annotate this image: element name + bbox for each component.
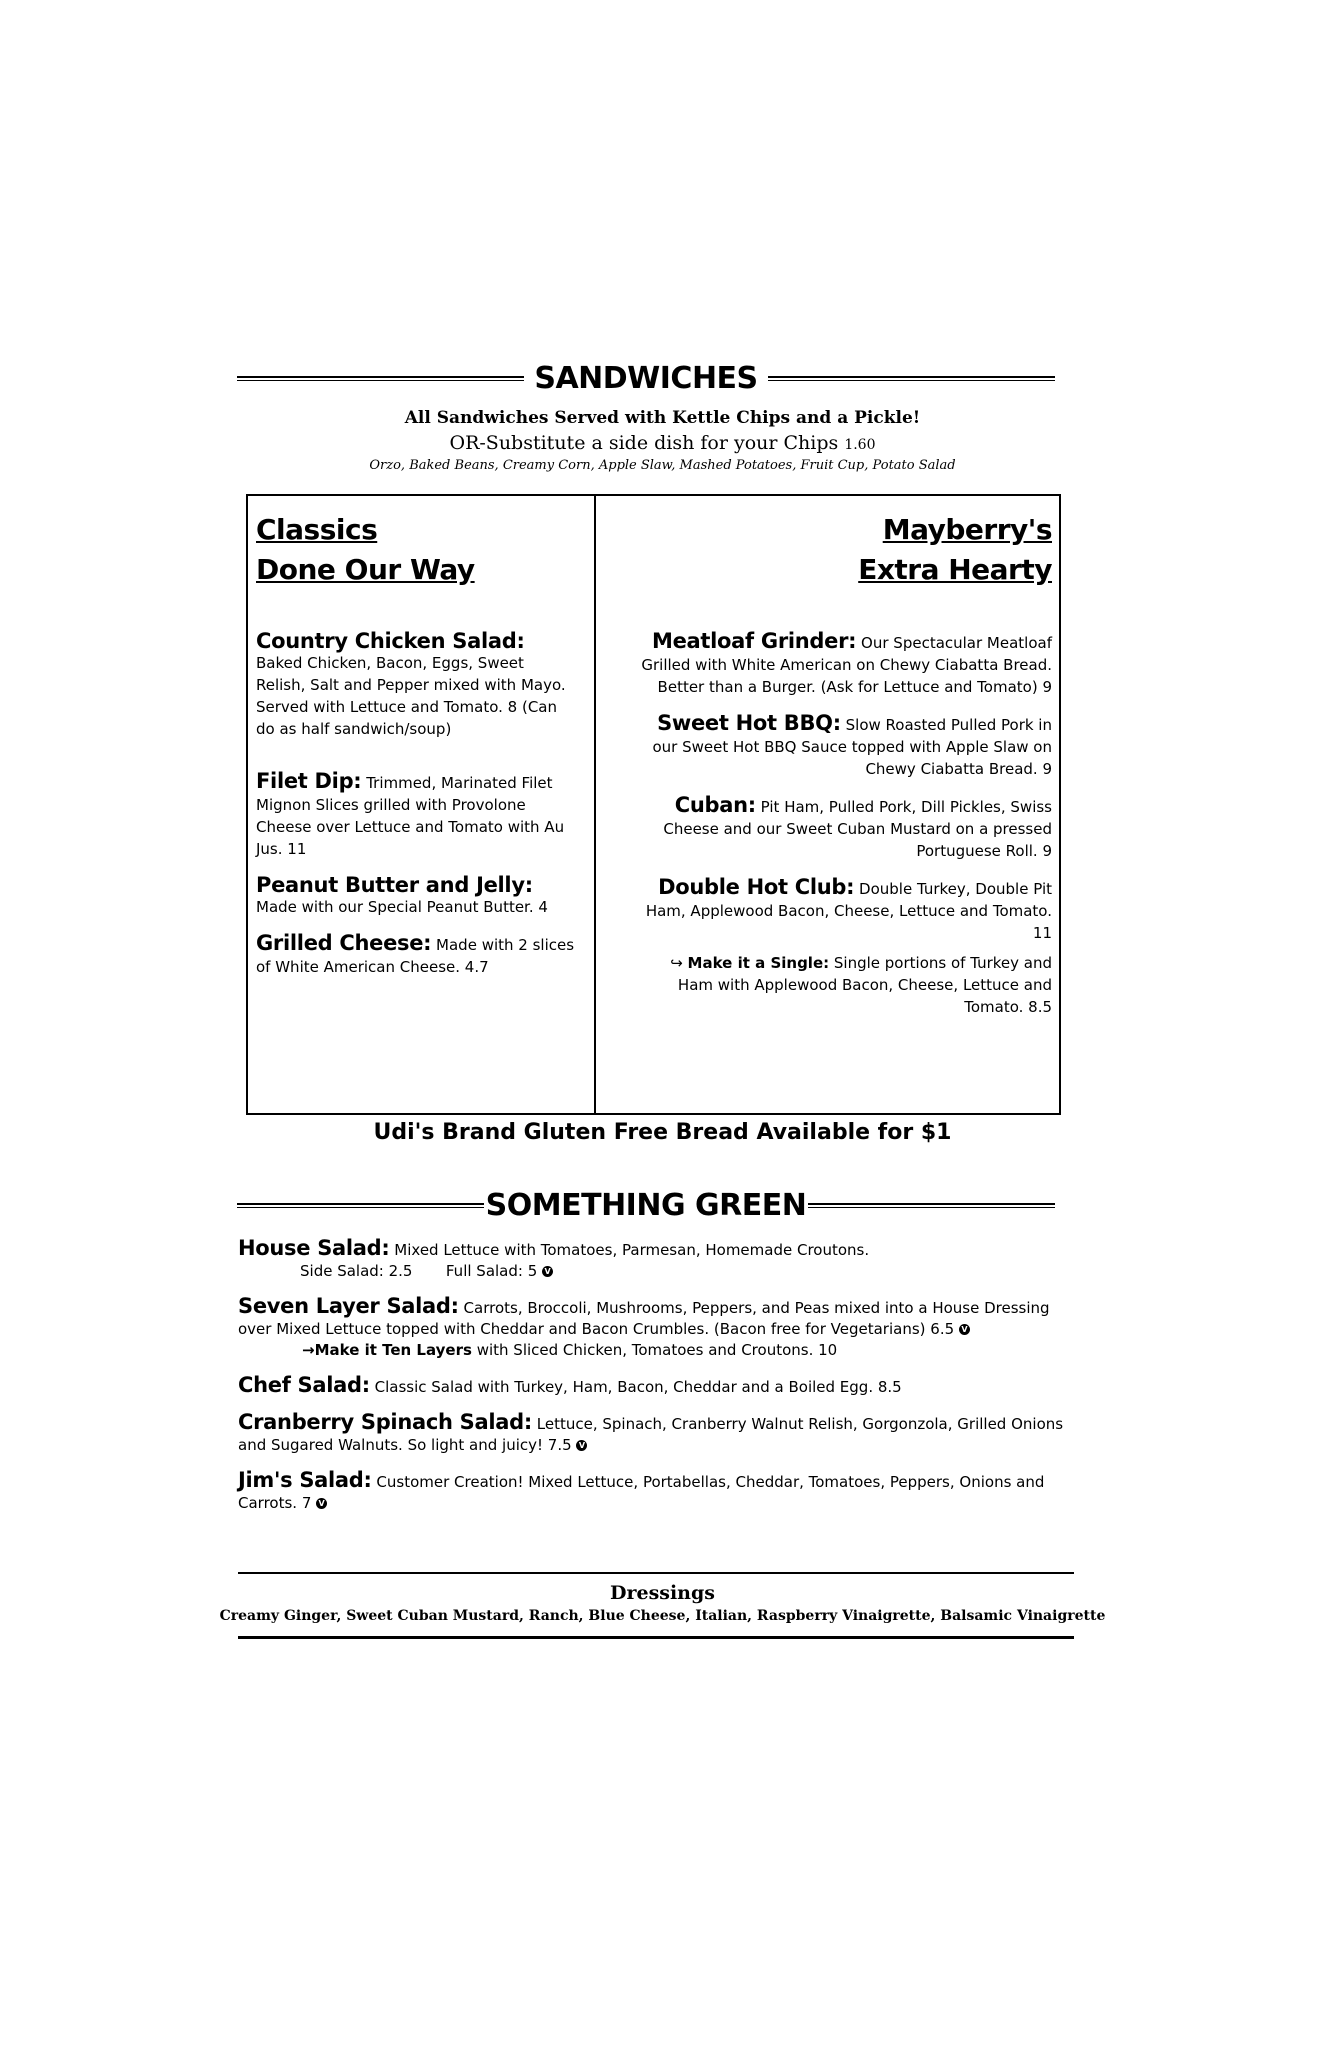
menu-item xyxy=(256,932,576,978)
sandwiches-header xyxy=(237,358,1055,398)
salad-name: House Salad: xyxy=(238,1236,390,1260)
salad-desc: Lettuce, Spinach, Cranberry Walnut Relish, Gorgonzola, Grilled Onions and Sugared Walnuts. So light and juicy! 7.5 xyxy=(238,1415,1064,1454)
sandwiches-title: SANDWICHES xyxy=(534,360,758,396)
header-rule-left xyxy=(237,1203,484,1208)
substitute-note xyxy=(0,432,1325,454)
ten-layer-name: →Make it Ten Layers xyxy=(302,1341,472,1359)
return-arrow-icon: ↪ xyxy=(670,954,683,972)
menu-item xyxy=(256,874,576,918)
ten-layer-option xyxy=(238,1340,1073,1361)
dressings-title: Dressings xyxy=(610,1582,715,1604)
salad-house xyxy=(238,1238,1073,1282)
side-salad-price: Side Salad: 2.5 xyxy=(300,1262,413,1280)
ten-layer-desc: with Sliced Chicken, Tomatoes and Croutons. 10 xyxy=(476,1341,838,1359)
item-desc: Made with our Special Peanut Butter. 4 xyxy=(256,898,548,916)
menu-item xyxy=(640,630,1052,698)
green-title: SOMETHING GREEN xyxy=(485,1187,807,1223)
salad-name: Chef Salad: xyxy=(238,1373,370,1397)
salad-sizes xyxy=(238,1261,1073,1282)
extra-hearty-title-line1: Mayberry's xyxy=(882,513,1052,546)
dressings-rule-top xyxy=(238,1572,1074,1574)
classics-title-line1: Classics xyxy=(256,513,378,546)
salad-desc: Classic Salad with Turkey, Ham, Bacon, Cheddar and a Boiled Egg. 8.5 xyxy=(374,1378,902,1396)
gluten-free-note: Udi's Brand Gluten Free Bread Available for $1 xyxy=(373,1120,952,1145)
header-rule-right xyxy=(768,376,1055,381)
salad-desc: Carrots, Broccoli, Mushrooms, Peppers, and Peas mixed into a House Dressing over Mixed Lettuce topped with Cheddar and Bacon Crumbles. (Bacon free for Vegetarians) 6.5 xyxy=(238,1299,1050,1338)
full-salad-price: Full Salad: 5 xyxy=(445,1262,538,1280)
vegetarian-icon: V xyxy=(959,1324,970,1335)
item-name: Meatloaf Grinder: xyxy=(652,629,857,653)
item-name: Double Hot Club: xyxy=(658,875,855,899)
extra-hearty-title-line2: Extra Hearty xyxy=(858,553,1052,586)
header-rule-left xyxy=(237,376,524,381)
salad-jims xyxy=(238,1470,1073,1514)
substitute-price: 1.60 xyxy=(844,437,876,453)
classics-title-line2: Done Our Way xyxy=(256,553,475,586)
item-desc: Baked Chicken, Bacon, Eggs, Sweet Relish, Salt and Pepper mixed with Mayo. Served with Lettuce and Tomato. 8 (Can do as half sandwich/soup) xyxy=(256,654,566,738)
dressings-rule-bottom xyxy=(238,1636,1074,1639)
menu-item xyxy=(640,712,1052,780)
item-desc: Pit Ham, Pulled Pork, Dill Pickles, Swiss Cheese and our Sweet Cuban Mustard on a pressed Portuguese Roll. 9 xyxy=(663,798,1052,860)
menu-item xyxy=(640,876,1052,944)
salad-name: Seven Layer Salad: xyxy=(238,1294,459,1318)
vegetarian-icon: V xyxy=(542,1266,553,1277)
substitute-text: OR-Substitute a side dish for your Chips xyxy=(449,432,839,454)
green-header xyxy=(237,1185,1055,1225)
side-dish-list: Orzo, Baked Beans, Creamy Corn, Apple Slaw, Mashed Potatoes, Fruit Cup, Potato Salad xyxy=(369,458,956,473)
item-desc: Single portions of Turkey and Ham with Applewood Bacon, Cheese, Lettuce and Tomato. 8.5 xyxy=(677,954,1052,1016)
item-name: Filet Dip: xyxy=(256,769,362,793)
item-desc: Slow Roasted Pulled Pork in our Sweet Hot BBQ Sauce topped with Apple Slaw on Chewy Ciabatta Bread. 9 xyxy=(652,716,1052,778)
sandwich-box-divider xyxy=(594,494,596,1115)
extra-hearty-column xyxy=(640,510,1052,1018)
salad-desc: Mixed Lettuce with Tomatoes, Parmesan, Homemade Croutons. xyxy=(394,1241,870,1259)
item-desc: Our Spectacular Meatloaf Grilled with White American on Chewy Ciabatta Bread. Better than a Burger. (Ask for Lettuce and Tomato) 9 xyxy=(641,634,1052,696)
salad-name: Cranberry Spinach Salad: xyxy=(238,1410,532,1434)
item-name: Country Chicken Salad: xyxy=(256,629,525,653)
classics-column xyxy=(256,510,576,978)
served-with-note: All Sandwiches Served with Kettle Chips and a Pickle! xyxy=(404,408,921,428)
salad-name: Jim's Salad: xyxy=(238,1468,372,1492)
salad-cranberry-spinach xyxy=(238,1412,1073,1456)
item-name: Sweet Hot BBQ: xyxy=(657,711,841,735)
salad-desc: Customer Creation! Mixed Lettuce, Portabellas, Cheddar, Tomatoes, Peppers, Onions and Carrots. 7 xyxy=(238,1473,1045,1512)
menu-item-single xyxy=(640,952,1052,1018)
menu-item xyxy=(256,770,576,860)
item-name: Cuban: xyxy=(674,793,756,817)
item-desc: Double Turkey, Double Pit Ham, Applewood Bacon, Cheese, Lettuce and Tomato. 11 xyxy=(645,880,1052,942)
dressings-list: Creamy Ginger, Sweet Cuban Mustard, Ranch, Blue Cheese, Italian, Raspberry Vinaigrette, Balsamic Vinaigrette xyxy=(219,1608,1106,1624)
salad-chef xyxy=(238,1375,1073,1398)
header-rule-right xyxy=(808,1203,1055,1208)
vegetarian-icon: V xyxy=(576,1440,587,1451)
menu-item xyxy=(640,794,1052,862)
item-name: Peanut Butter and Jelly: xyxy=(256,873,533,897)
vegetarian-icon: V xyxy=(316,1498,327,1509)
item-name: Grilled Cheese: xyxy=(256,931,432,955)
salad-list xyxy=(238,1238,1073,1528)
item-desc: Trimmed, Marinated Filet Mignon Slices grilled with Provolone Cheese over Lettuce and Tomato with Au Jus. 11 xyxy=(256,774,565,858)
item-desc: Made with 2 slices of White American Cheese. 4.7 xyxy=(256,936,575,976)
salad-seven-layer xyxy=(238,1296,1073,1361)
item-name: Make it a Single: xyxy=(687,954,830,972)
menu-item xyxy=(256,630,576,740)
